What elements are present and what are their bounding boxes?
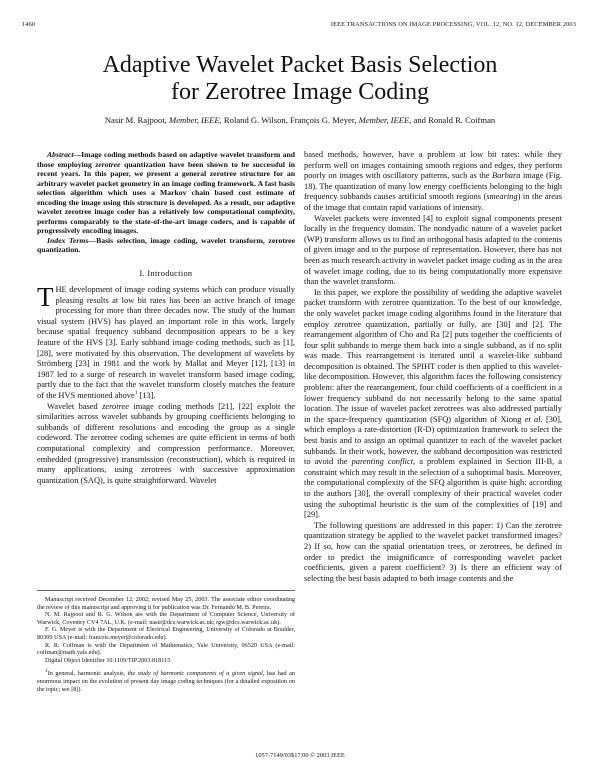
abstract-label: Abstract— [47,150,82,159]
abstract: Abstract—Image coding methods based on adaptive wavelet transform and those employing zerotree quantization have been shown to be successful in recent years. In this paper, we present a general zerotree structure for an arbitrary wavelet packet geometry in an image coding framework. A fast basis selection algorithm which uses a Markov chain based cost estimate of encoding the image using this structure is developed. As a result, our adaptive wavelet zerotree image coder has a relatively low computational complexity, performs comparably to the state-of-the-art image coders, and is capable of progressively encoding images. [37,150,295,235]
journal-name: IEEE TRANSACTIONS ON IMAGE PROCESSING, VOL. 12, NO. 12, DECEMBER 2003 [330,21,576,28]
intro-paragraph-2: Wavelet based zerotree image coding methods [21], [22] exploit the similarities across wavelet subbands by grouping coefficients belonging to subbands of different resolutions and encoding the group as a single codeword. The zerotree coding schemes are quite efficient in terms of both computational complexity and compression performance. Moreover, embedded (progressive) transmission (reconstruction), which is required in many applications, using zerotrees with successive approximation quantization (SAQ), is quite straightforward. Wavelet [37,401,295,485]
right-paragraph-4: The following questions are addressed in this paper: 1) Can the zerotree quantization strategy be applied to the wavelet packet transformed images? 2) If so, how can the spatial orientation trees, or zerotrees, be defined in order to predict the insignificance of corresponding wavelet packet coefficients, given a parent coefficient? 3) Is there an efficient way of selecting the best basis adapted to both image contents and the [304,520,562,583]
footnote-manuscript: Manuscript received December 12, 2002; revised May 25, 2003. The associate editor coordinating the review of this manuscript and approving it for publication was Dr. Fernando M. B. Pereira. [37,596,295,611]
author-3-role: Member, IEEE [358,115,410,125]
index-terms-label: Index Terms— [47,235,97,245]
author-list [0,115,600,125]
page-number: 1460 [22,21,36,28]
right-paragraph-3: In this paper, we explore the possibility of wedding the adaptive wavelet packet transform with zerotree quantization. To the best of our knowledge, the only wavelet packet image coding algorithms found in the literature that employ zerotree quantization, partially or fully, are [30] and [2]. The rearrangement algorithm of Cho and Ra [2] puts together the coefficients of four split subbands to merge them back into a single subband, as if no split was made. This rearrangement is iterated until a wavelet-like subband decomposition is obtained. The SPIHT coder is then applied to this wavelet-like decomposition. However, this algorithm faces the following consistency problem: after the rearrangement, four child coefficients of a coefficient in a lower frequency subband do not necessarily belong to the same spatial location. The issue of wavelet packet zerotrees was also addressed partially in the space-frequency quantization (SFQ) algorithm of Xiong et al. [30], which employs a rate-distortion (R-D) optimization framework to select the best basis and to assign an optimal quantizer to each of the wavelet packet subbands. In their work, however, the subband decomposition was restricted to avoid the parenting conflict, a problem explained in Section III-B, a constraint which may result in the selection of a suboptimal basis. Moreover, the computational complexity of the SFQ algorithm is quite high: according to the authors [30], the overall complexity of their practical wavelet coder using the suboptimal heuristic is the sum of the complexities of [19] and [29]. [304,287,563,520]
index-terms: Index Terms—Basis selection, image coding, wavelet transform, zerotree quantization. [37,235,295,254]
title-line-1: Adaptive Wavelet Packet Basis Selection [102,52,498,78]
copyright-line: 1057-7149/03$17.00 © 2003 IEEE [255,752,345,759]
footnotes [37,590,295,693]
author-4: , and Ronald R. Coifman [409,115,496,125]
left-column [37,150,295,486]
running-header [22,21,576,31]
footnote-affiliation-2: F. G. Meyer is with the Department of Electrical Engineering, University of Colorado at Boulder, 80309 USA (e-mail: francois.meyer@colorado.edu). [37,626,295,641]
author-1: Nasir M. Rajpoot, [104,115,170,125]
right-column [304,150,562,584]
footnote-marker: 1 [134,390,138,397]
section-heading: I. Introduction [139,268,193,278]
paper-title [0,52,600,106]
footnote-affiliation-3: R. R. Coifman is with the Department of Mathematics, Yale University, 06520 USA (e-mail: coifman@math.yale.edu). [37,641,295,657]
footnote-affiliation-1: N. M. Rajpoot and R. G. Wilson are with the Department of Computer Science, University of Warwick, Coventry CV4 7AL, U.K. (e-mail: nasir@dcs.warwick.ac.uk; rgw@dcs.warwick.ac.uk). [37,611,295,626]
footnote-doi: Digital Object Identifier 10.1109/TIP.2003.818115 [45,656,171,664]
intro-paragraph-1: THE development of image coding systems which can produce visually pleasing results at low bit rates has been an active branch of image processing for more than three decades now. The study of the human visual system (HVS) has played an important role in this work, largely because spatial frequency subband decomposition appears to be a key feature of the HVS [3]. Early subband image coding methods, such as [1], [28], were motivated by this observation. The development of wavelets by Strömberg [23] in 1981 and the work by Mallat and Meyer [12], [13] in 1987 led to a surge of research in wavelet transform based image coding, partly due to the fact that the wavelet transform closely matches the feature of the HVS mentioned above$^1$ [13]. [37,282,295,401]
title-line-2: for Zerotree Image Coding [171,79,429,105]
right-paragraph-2: Wavelet packets were invented [4] to exploit signal components present locally in the frequency domain. The nondyadic nature of a wavelet packet (WP) transform allows us to find an orthogonal basis adapted to the contents of given image and to the purpose of representation. However, there has not been as much research activity in wavelet packet image coding as in the area of wavelet image coding, due to its being computationally more expensive than the wavelet transform. [304,213,562,287]
right-paragraph-1: based methods, however, have a problem at low bit rates: while they perform well on images containing smooth regions and edges, they perform poorly on images with oscillatory patterns, such as the Barbara image (Fig. 18). The quantization of many low energy coefficients belonging to the high frequency subbands causes artificial smooth regions (smearing) in the areas of the image that contain rapid variations of intensity. [304,150,562,212]
drop-cap: T [37,282,54,313]
author-1-role: Member, IEEE [169,115,220,125]
author-2-3: , Roland G. Wilson, François G. Meyer, [219,115,359,125]
footnote-1: 1In general, harmonic analysis, the study of harmonic components of a given signal, has had an enormous impact on the evolution of present day image coding techniques (for a detailed exposition on the topic; see [8]). [37,668,295,693]
